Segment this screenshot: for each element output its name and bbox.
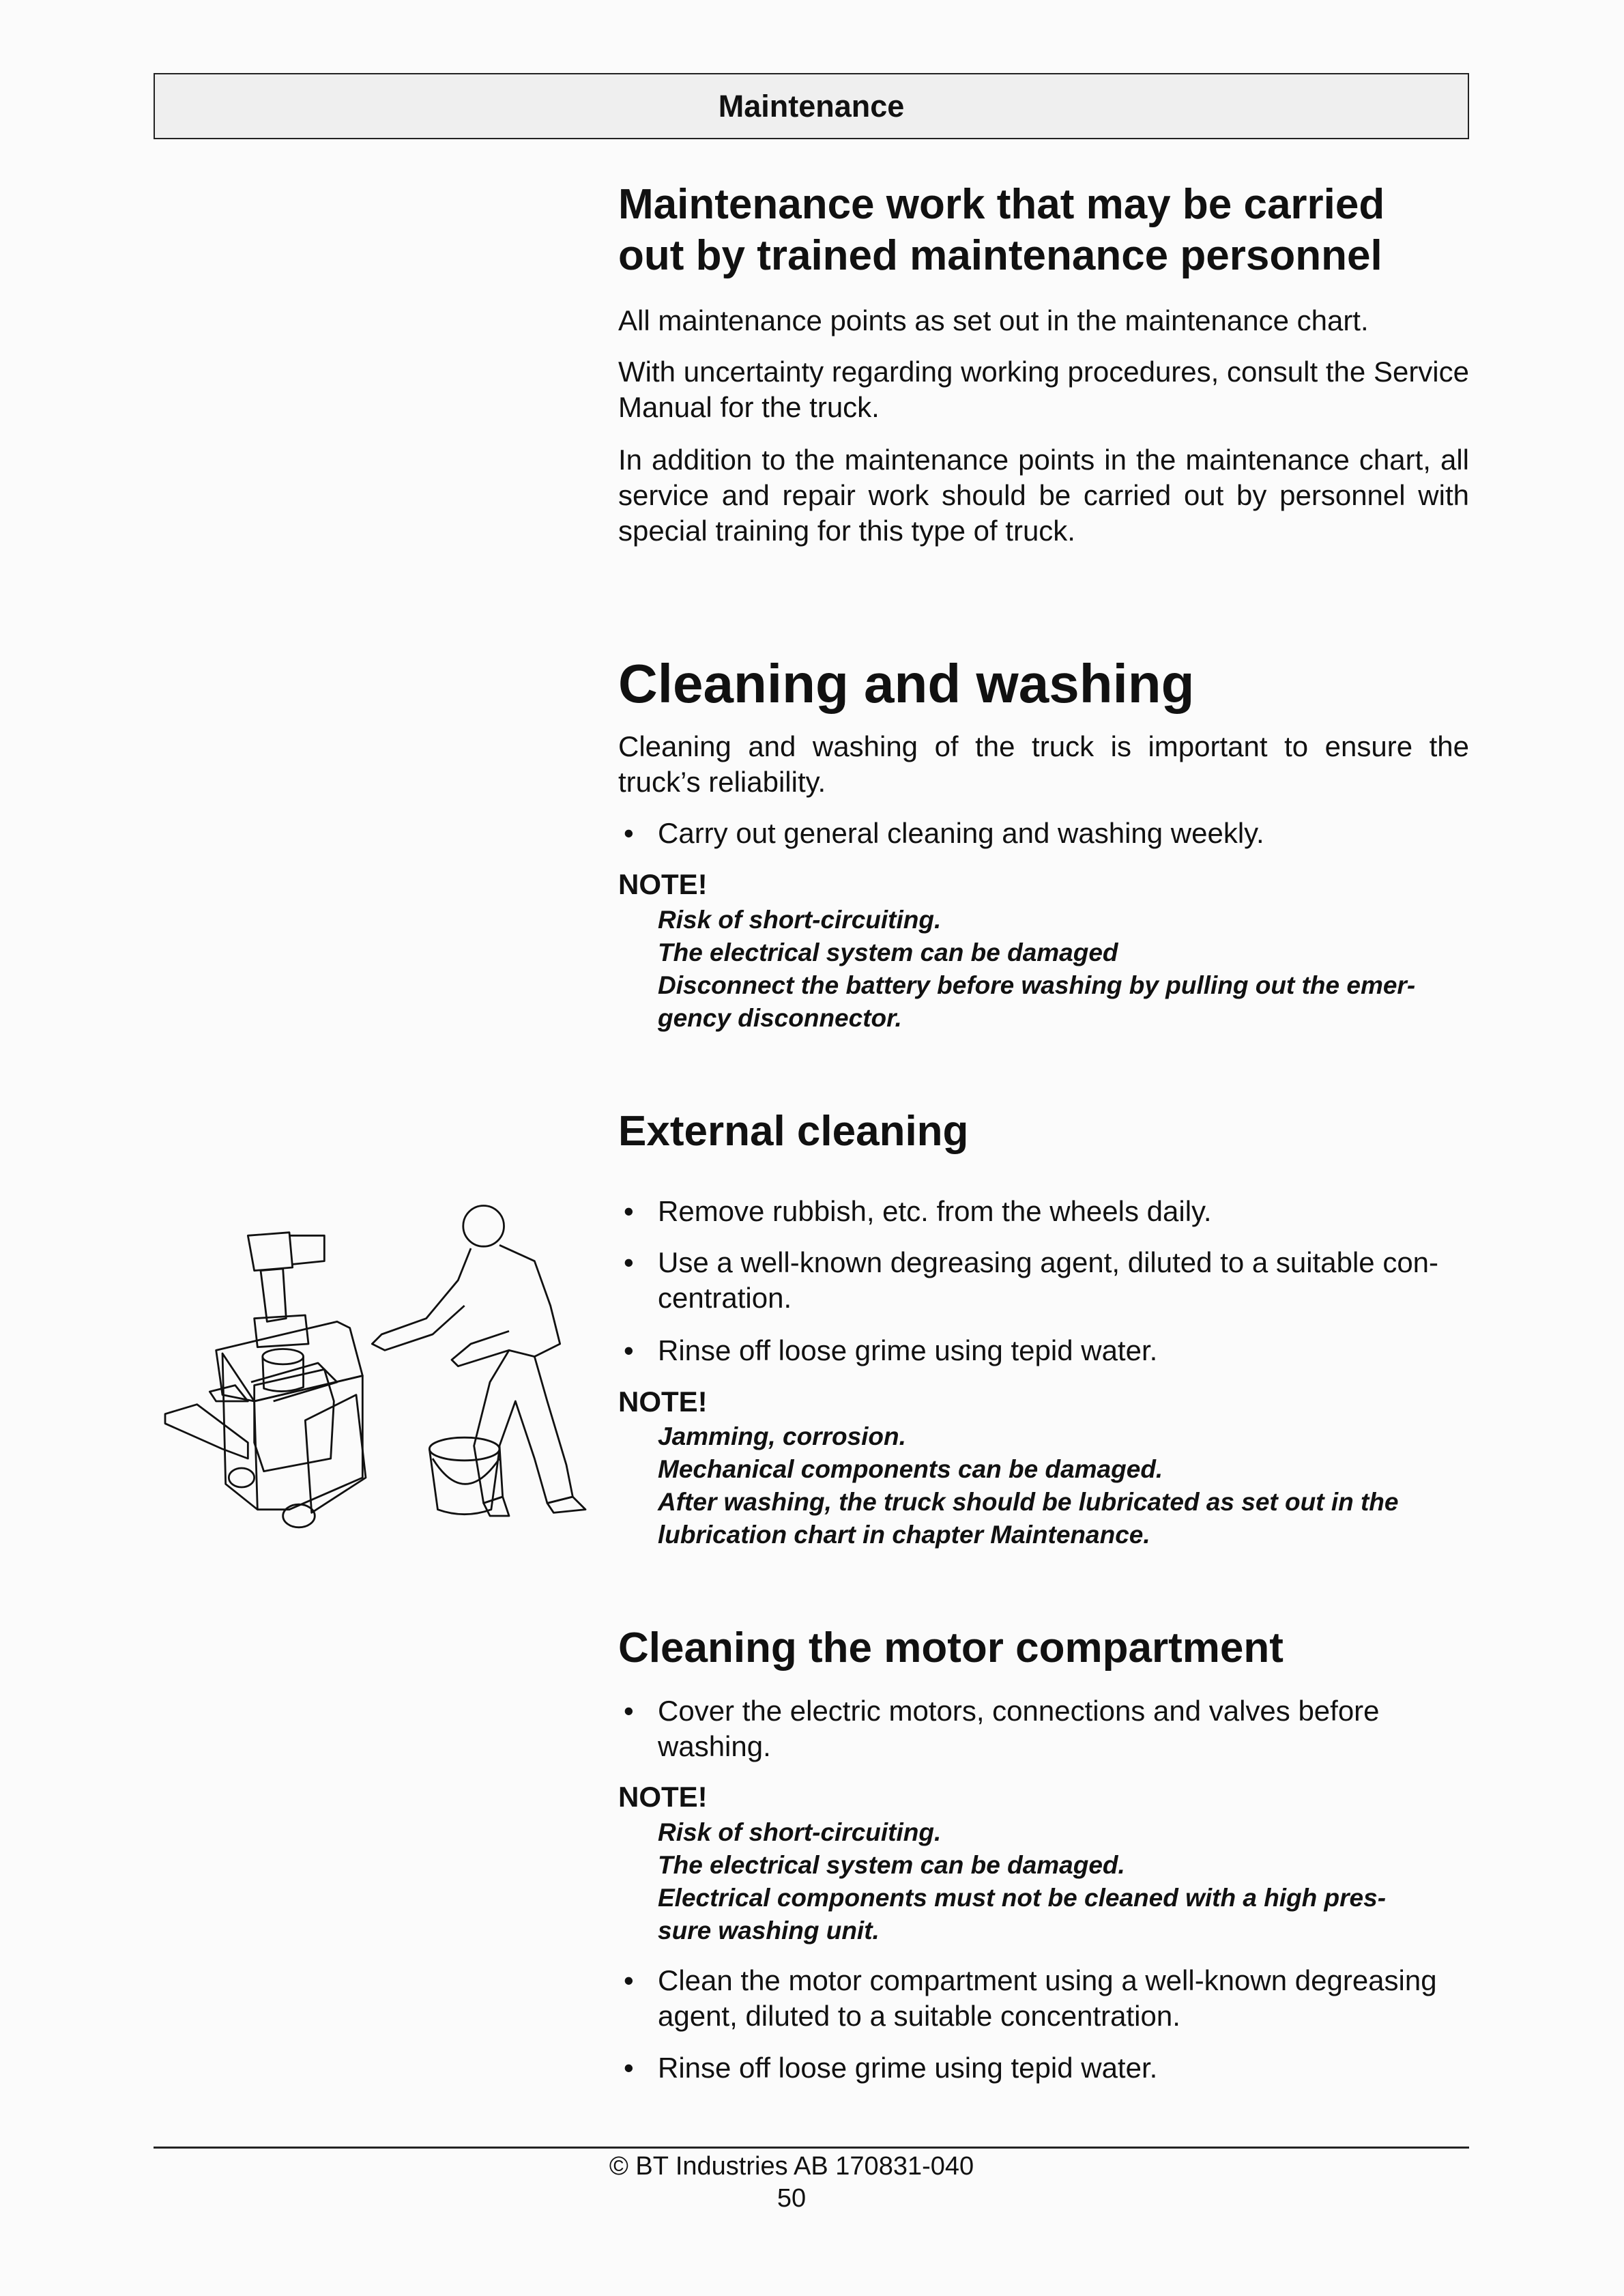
note-line: The electrical system can be damaged: [658, 938, 1118, 966]
list-item: [618, 1693, 1469, 1764]
note-line: lubrication chart in chapter Maintenance.: [658, 1521, 1150, 1549]
page-header: [154, 73, 1469, 139]
note-line: Mechanical components can be damaged.: [658, 1455, 1163, 1483]
list-item: [618, 816, 1469, 851]
list-item-text: Rinse off loose grime using tepid water.: [658, 2052, 1158, 2084]
paragraph: In addition to the maintenance points in the maintenance chart, all service and repair work should be carried out by personnel with special training for this type of truck.: [618, 444, 1469, 547]
note-label: NOTE!: [618, 868, 708, 900]
bullet-icon: •: [624, 2052, 634, 2084]
paragraph: Cleaning and washing of the truck is important to ensure the truck’s reliability.: [618, 730, 1469, 798]
list-item-text: Remove rubbish, etc. from the wheels daily.: [658, 1195, 1212, 1227]
page-number: 50: [777, 2184, 807, 2213]
list-item-text: Clean the motor compartment using a well-known degreasing agent, diluted to a suitable concentration.: [658, 1964, 1437, 2032]
note-line: gency disconnector.: [658, 1004, 902, 1032]
list-item: [618, 1963, 1469, 2034]
note-text: [658, 1816, 1477, 1947]
note-line: After washing, the truck should be lubricated as set out in the: [658, 1488, 1399, 1516]
heading-motor-compartment: Cleaning the motor compartment: [618, 1624, 1284, 1671]
list-item: [618, 2050, 1469, 2086]
note-text: [658, 904, 1477, 1035]
list-item-text: Carry out general cleaning and washing weekly.: [658, 817, 1264, 849]
bullet-icon: •: [624, 1695, 634, 1727]
note-line: Risk of short-circuiting.: [658, 906, 942, 934]
list-item: [618, 1194, 1469, 1229]
note-text: [658, 1420, 1477, 1551]
list-item-text: Cover the electric motors, connections and valves before washing.: [658, 1695, 1380, 1762]
note-label: NOTE!: [618, 1386, 708, 1418]
note-line: The electrical system can be damaged.: [658, 1851, 1125, 1879]
header-title: Maintenance: [718, 88, 905, 124]
note-line: Electrical components must not be cleaned with a high pres-: [658, 1884, 1387, 1912]
heading-external-cleaning: External cleaning: [618, 1108, 969, 1155]
list-item: [618, 1245, 1469, 1316]
list-item-text: Rinse off loose grime using tepid water.: [658, 1334, 1158, 1366]
bullet-icon: •: [624, 1246, 634, 1278]
note-label: NOTE!: [618, 1781, 708, 1813]
heading-maintenance-work: [618, 179, 1469, 281]
footer-divider: [154, 2147, 1469, 2149]
heading-line: out by trained maintenance personnel: [618, 232, 1382, 279]
copyright: © BT Industries AB 170831-040: [609, 2152, 974, 2181]
paragraph: With uncertainty regarding working procedures, consult the Service Manual for the truck.: [618, 356, 1469, 423]
note-line: Disconnect the battery before washing by pulling out the emer-: [658, 971, 1416, 999]
heading-cleaning-washing: Cleaning and washing: [618, 653, 1195, 714]
paragraph: All maintenance points as set out in the maintenance chart.: [618, 304, 1369, 336]
list-item: [618, 1333, 1469, 1368]
note-line: Jamming, corrosion.: [658, 1422, 906, 1450]
heading-line: Maintenance work that may be carried: [618, 181, 1385, 228]
bullet-icon: •: [624, 1964, 634, 1996]
bullet-icon: •: [624, 817, 634, 849]
bullet-icon: •: [624, 1195, 634, 1227]
note-line: sure washing unit.: [658, 1917, 880, 1945]
list-item-text: Use a well-known degreasing agent, diluted to a suitable con- centration.: [658, 1246, 1439, 1314]
pallet-truck-washing-illustration: [147, 1191, 604, 1573]
note-line: Risk of short-circuiting.: [658, 1818, 942, 1846]
bullet-icon: •: [624, 1334, 634, 1366]
